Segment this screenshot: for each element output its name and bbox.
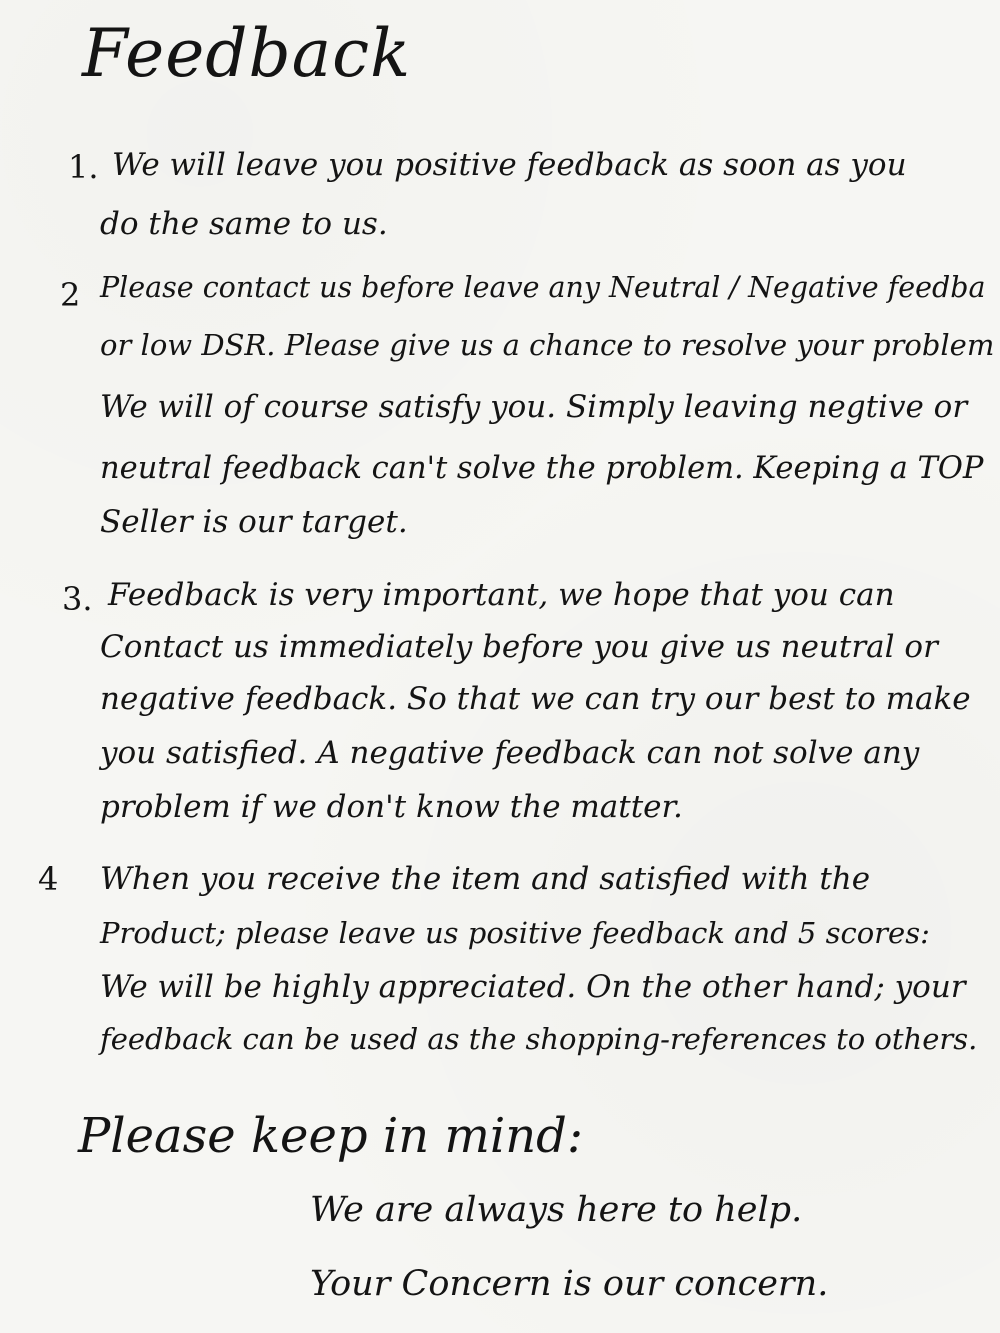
item-2-number: 2: [60, 276, 81, 314]
closing-line-1: We are always here to help.: [310, 1190, 803, 1230]
item-4-line-1: When you receive the item and satisfied with the: [100, 861, 871, 897]
item-3-line-4: you satisfied. A negative feedback can not solve any: [100, 735, 920, 771]
item-2-line-1: Please contact us before leave any Neutral / Negative feedba: [100, 271, 986, 304]
item-3-number: 3.: [62, 580, 93, 618]
item-2-line-3: We will of course satisfy you. Simply leaving negtive or: [100, 389, 968, 425]
item-3-line-1: Feedback is very important, we hope that you can: [108, 577, 895, 613]
item-1-line-1: We will leave you positive feedback as soon as you: [112, 147, 907, 183]
item-2-line-5: Seller is our target.: [100, 504, 408, 540]
item-1-line-2: do the same to us.: [100, 206, 388, 242]
page-title: Feedback: [82, 15, 412, 92]
item-1-number: 1.: [68, 148, 99, 186]
closing-heading: Please keep in mind:: [78, 1108, 584, 1164]
item-4-number: 4: [38, 860, 59, 898]
item-2-line-2: or low DSR. Please give us a chance to resolve your problem: [100, 328, 995, 362]
closing-line-2: Your Concern is our concern.: [310, 1264, 829, 1304]
item-2-line-4: neutral feedback can't solve the problem. Keeping a TOP: [100, 451, 984, 486]
item-4-line-3: We will be highly appreciated. On the other hand; your: [100, 969, 966, 1005]
item-4-line-4: feedback can be used as the shopping-references to others.: [100, 1022, 978, 1056]
item-4-line-2: Product; please leave us positive feedback and 5 scores:: [100, 916, 930, 950]
item-3-line-3: negative feedback. So that we can try our best to make: [100, 681, 971, 717]
item-3-line-2: Contact us immediately before you give us neutral or: [100, 629, 938, 665]
item-3-line-5: problem if we don't know the matter.: [100, 789, 683, 825]
